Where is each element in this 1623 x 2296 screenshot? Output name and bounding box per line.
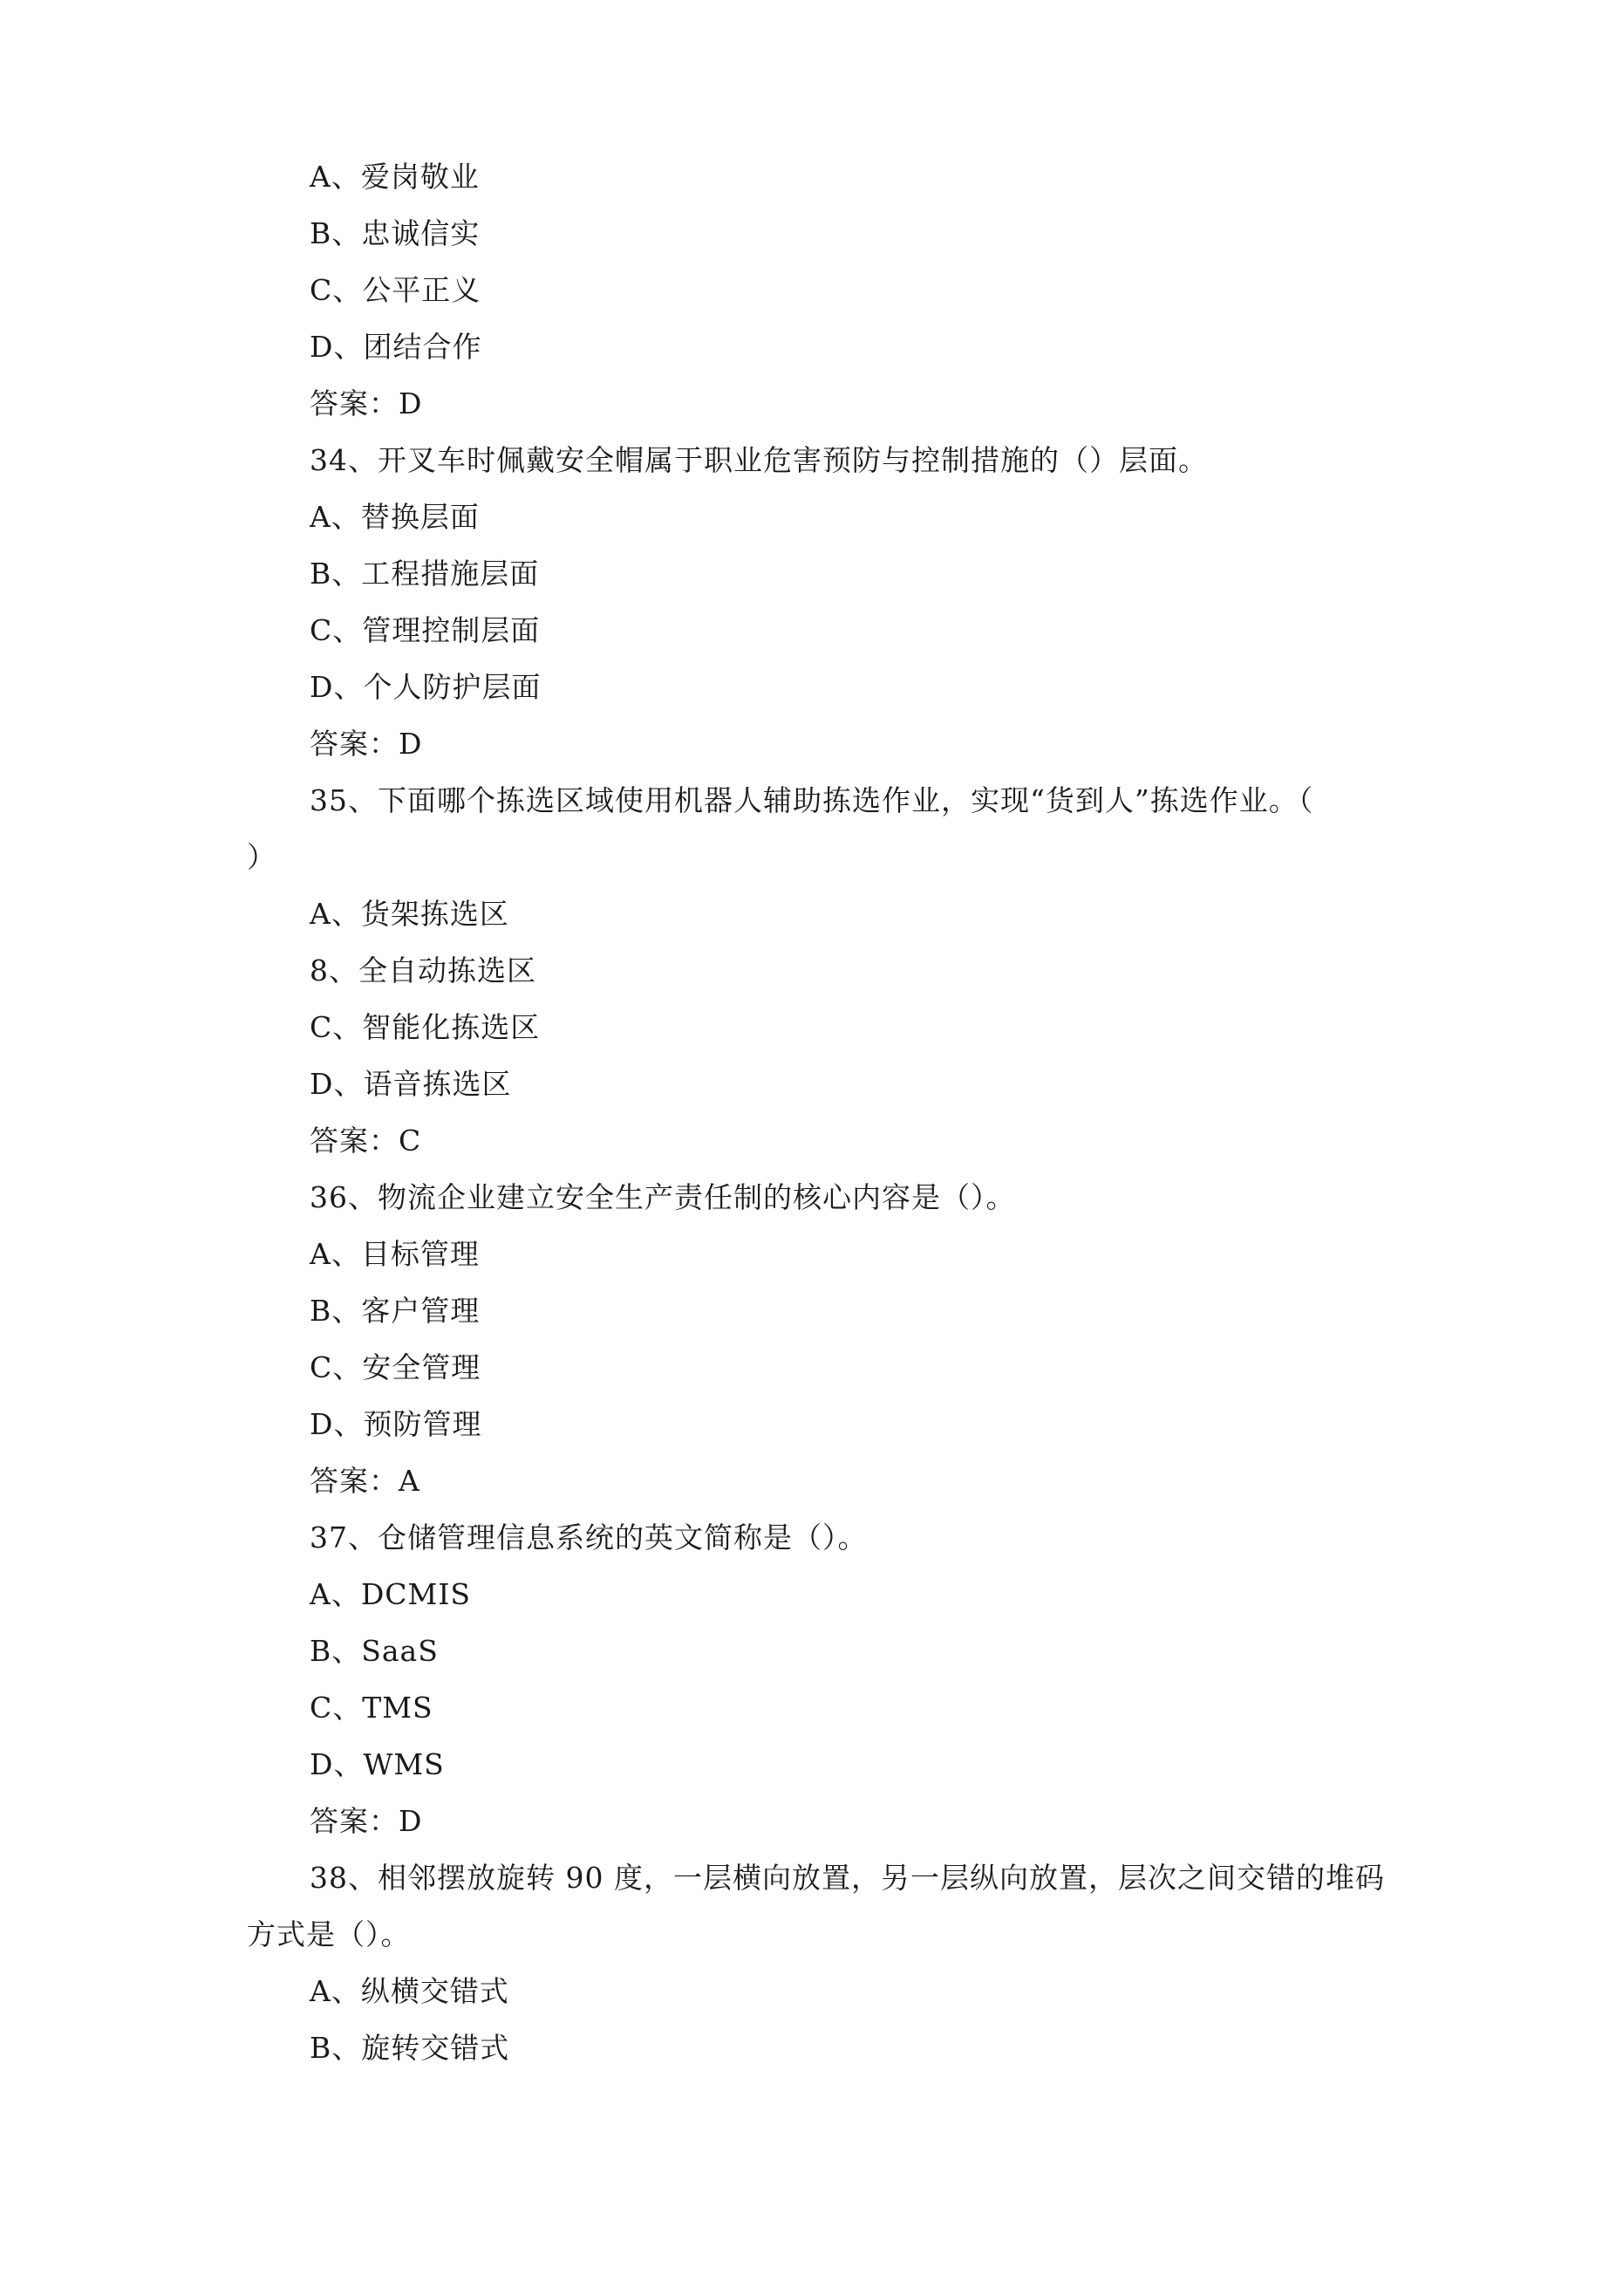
answer: 答案：D [310,1804,423,1838]
option-a: A、DCMIS [310,1577,471,1611]
option-a: A、目标管理 [310,1237,480,1271]
answer: 答案：D [310,727,423,761]
answer: 答案：C [310,1124,422,1158]
option-c: C、公平正义 [310,273,481,307]
question-38-continued: 方式是（）。 [247,1917,411,1951]
option-a: A、纵横交错式 [310,1974,509,2008]
option-b: B、旋转交错式 [310,2031,510,2065]
option-d: D、语音拣选区 [310,1067,512,1101]
option-b: B、工程措施层面 [310,557,540,591]
option-a: A、爱岗敬业 [310,160,480,194]
question-36: 36、物流企业建立安全生产责任制的核心内容是（）。 [310,1180,1016,1214]
option-c: C、管理控制层面 [310,613,541,647]
question-38: 38、相邻摆放旋转 90 度，一层横向放置，另一层纵向放置，层次之间交错的堆码 [310,1861,1385,1895]
answer: 答案：A [310,1464,420,1498]
option-b: 8、全自动拣选区 [310,953,536,987]
option-d: D、预防管理 [310,1407,482,1441]
option-c: C、安全管理 [310,1350,481,1384]
option-c: C、智能化拣选区 [310,1010,541,1044]
answer: 答案：D [310,386,423,420]
question-37: 37、仓储管理信息系统的英文简称是（）。 [310,1520,868,1555]
question-34: 34、开叉车时佩戴安全帽属于职业危害预防与控制措施的（）层面。 [310,443,1208,477]
option-b: B、忠诚信实 [310,216,481,250]
option-b: B、SaaS [310,1634,439,1668]
option-c: C、TMS [310,1691,433,1725]
option-b: B、客户管理 [310,1294,481,1328]
option-d: D、团结合作 [310,330,482,364]
question-35: 35、下面哪个拣选区域使用机器人辅助拣选作业，实现“货到人”拣选作业。（ [310,783,1314,817]
option-d: D、WMS [310,1747,445,1781]
option-a: A、替换层面 [310,500,480,534]
question-35-continued: ） [247,840,276,874]
option-d: D、个人防护层面 [310,670,542,704]
option-a: A、货架拣选区 [310,897,509,931]
